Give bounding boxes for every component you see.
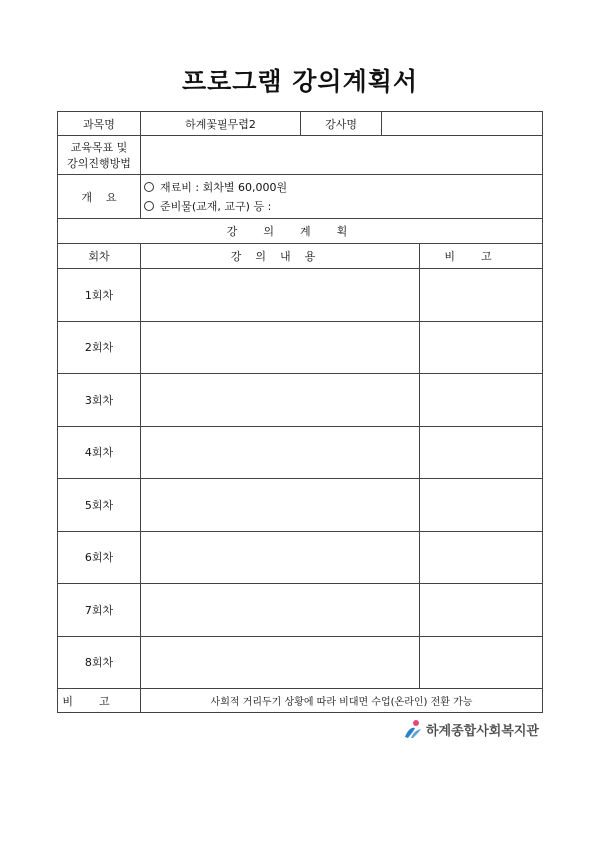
- session-remarks-cell[interactable]: [420, 426, 543, 479]
- table-row: [58, 374, 543, 427]
- column-header-content: 강의내용: [141, 244, 420, 269]
- table-row: [58, 426, 543, 479]
- table-row: [58, 636, 543, 689]
- session-remarks-cell[interactable]: [420, 479, 543, 532]
- goals-label-line2: 강의진행방법: [67, 157, 131, 170]
- overview-label: [58, 175, 141, 219]
- table-row: [58, 531, 543, 584]
- instructor-value[interactable]: [382, 112, 543, 136]
- remarks-row-text: 사회적 거리두기 상황에 따라 비대면 수업(온라인) 전환 가능: [141, 689, 543, 713]
- session-label: 1회차: [58, 269, 141, 322]
- circle-bullet-icon: [144, 182, 154, 192]
- table-row: [58, 321, 543, 374]
- instructor-label: 강사명: [301, 112, 382, 136]
- session-label: 8회차: [58, 636, 141, 689]
- remarks-row-label: 비고: [58, 689, 141, 713]
- session-content-cell[interactable]: [141, 479, 420, 532]
- goals-value[interactable]: [141, 136, 543, 175]
- session-label: 5회차: [58, 479, 141, 532]
- session-remarks-cell[interactable]: [420, 584, 543, 637]
- organization-footer: [402, 719, 539, 739]
- session-label: 3회차: [58, 374, 141, 427]
- goals-label: [58, 136, 141, 175]
- overview-label-text: 개 요: [81, 190, 117, 204]
- session-content-cell[interactable]: [141, 321, 420, 374]
- organization-name: 하계종합사회복지관: [425, 723, 539, 739]
- plan-header: 강의계획: [58, 219, 543, 244]
- page-title: 프로그램 강의계획서: [181, 67, 419, 96]
- table-row: [58, 584, 543, 637]
- lecture-plan-table: [57, 111, 543, 713]
- session-label: 7회차: [58, 584, 141, 637]
- column-header-remarks: 비고: [420, 244, 543, 269]
- overview-bullet-supplies: 준비물(교재, 교구) 등 :: [141, 197, 542, 216]
- session-label: 4회차: [58, 426, 141, 479]
- session-content-cell[interactable]: [141, 269, 420, 322]
- session-remarks-cell[interactable]: [420, 321, 543, 374]
- session-label: 6회차: [58, 531, 141, 584]
- table-row: [58, 479, 543, 532]
- session-content-cell[interactable]: [141, 636, 420, 689]
- session-remarks-cell[interactable]: [420, 269, 543, 322]
- session-content-cell[interactable]: [141, 426, 420, 479]
- session-remarks-cell[interactable]: [420, 636, 543, 689]
- circle-bullet-icon: [144, 201, 154, 211]
- session-content-cell[interactable]: [141, 374, 420, 427]
- table-row: [58, 269, 543, 322]
- session-remarks-cell[interactable]: [420, 374, 543, 427]
- overview-bullet-material-fee: 재료비 : 회차별 60,000원: [141, 178, 542, 197]
- goals-label-line1: 교육목표 및: [70, 141, 128, 154]
- session-content-cell[interactable]: [141, 531, 420, 584]
- column-header-session: 회차: [58, 244, 141, 269]
- session-label: 2회차: [58, 321, 141, 374]
- overview-value[interactable]: [141, 175, 543, 219]
- session-remarks-cell[interactable]: [420, 531, 543, 584]
- session-content-cell[interactable]: [141, 584, 420, 637]
- course-name-label: 과목명: [58, 112, 141, 136]
- course-name-value[interactable]: 하계꽃필무렵2: [141, 112, 301, 136]
- organization-logo-icon: [402, 719, 424, 739]
